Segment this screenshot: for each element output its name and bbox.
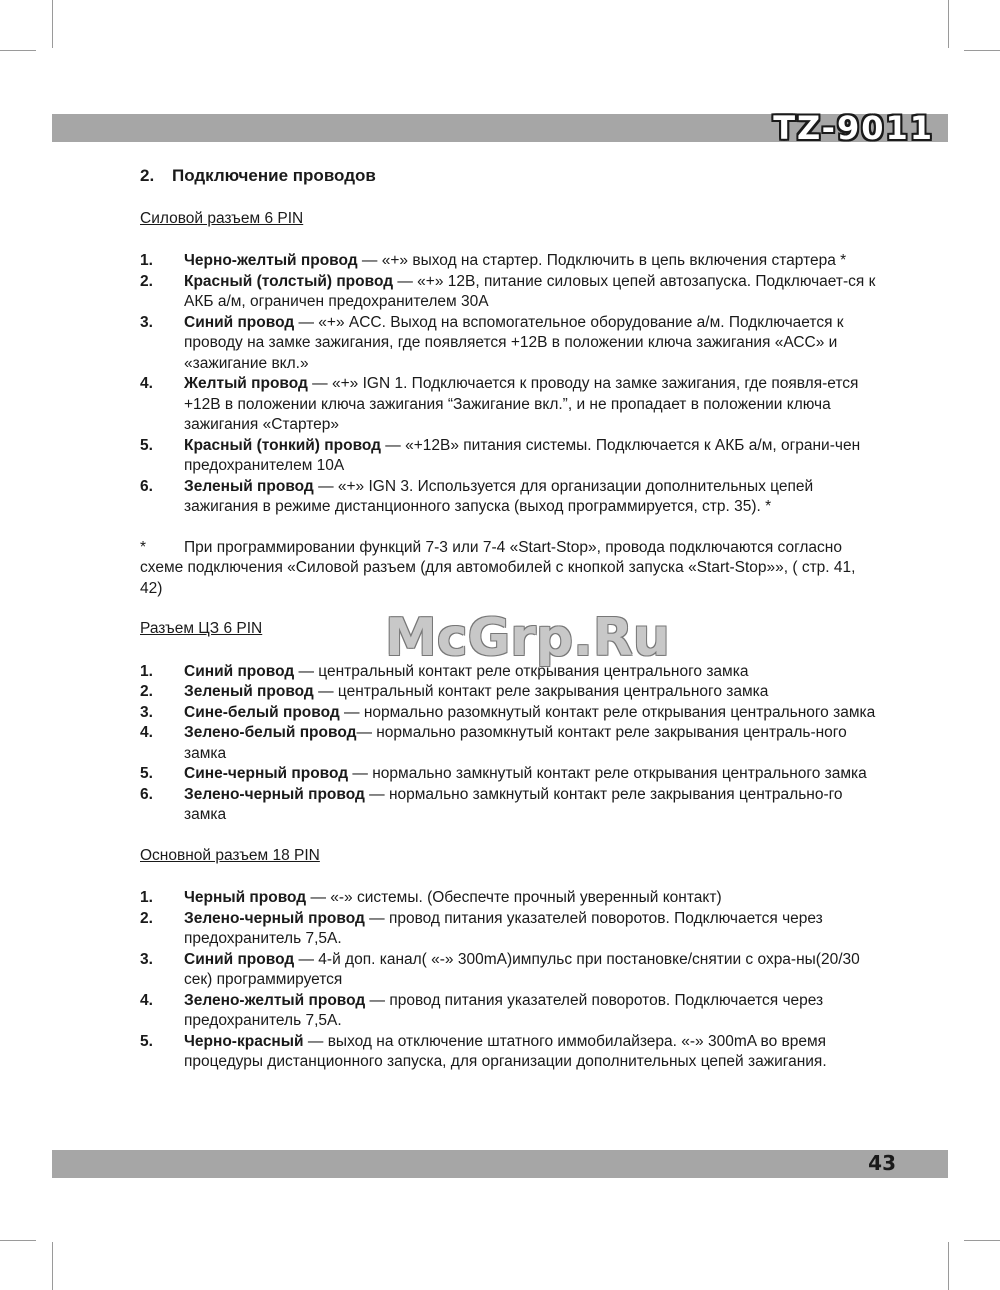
item-body <box>184 991 880 1032</box>
wire-name: Зелено-черный провод <box>184 909 365 927</box>
wire-description: — нормально разомкнутый контакт реле открывания центрального замка <box>339 703 876 721</box>
wire-name: Синий провод <box>184 662 295 680</box>
item-number: 4. <box>140 724 153 741</box>
crop-mark <box>948 1242 949 1290</box>
list-item <box>140 703 880 724</box>
section-title: Подключение проводов <box>172 166 376 185</box>
wire-name: Черный провод <box>184 889 307 906</box>
footnote <box>140 538 880 600</box>
wire-description: — «+» ACC. Выход на вспомогательное оборудование а/м. Подключается к проводу на замке зажигания, где появляется +12В в положении ключа зажигания «АСС» и «зажигание вкл.» <box>184 313 844 372</box>
wire-name: Сине-черный провод <box>184 765 349 782</box>
wire-description: — центральный контакт реле открывания центрального замка <box>294 662 749 680</box>
lock-connector-list <box>140 662 880 826</box>
list-item <box>140 313 880 375</box>
wire-name: Зеленый провод <box>184 477 314 495</box>
wire-name: Красный (толстый) провод <box>184 272 394 290</box>
item-body <box>184 1032 880 1073</box>
item-number: 1. <box>140 252 153 269</box>
list-item <box>140 909 880 950</box>
item-number: 2. <box>140 683 153 700</box>
wire-description: — «+» 12В, питание силовых цепей автозапуска. Подключает-ся к АКБ а/м, ограничен предохранителем 30А <box>184 272 876 310</box>
item-body <box>184 251 880 272</box>
item-body <box>184 764 880 785</box>
list-item <box>140 251 880 272</box>
list-item <box>140 991 880 1032</box>
footer-bar <box>52 1150 948 1178</box>
main-connector-list <box>140 888 880 1073</box>
watermark: McGrp.Ru <box>385 608 670 668</box>
wire-name: Зелено-черный провод <box>184 785 365 803</box>
footnote-mark: * <box>140 538 147 556</box>
item-number: 5. <box>140 1032 153 1050</box>
wire-description: — нормально замкнутый контакт реле закрывания центрально-го замка <box>184 785 843 823</box>
section-heading <box>140 166 880 187</box>
item-number: 4. <box>140 991 153 1009</box>
list-item <box>140 682 880 703</box>
wire-description: — провод питания указателей поворотов. Подключается через предохранитель 7,5А. <box>184 909 823 947</box>
item-number: 2. <box>140 272 153 290</box>
item-body <box>184 662 880 683</box>
crop-mark <box>0 1240 36 1241</box>
footnote-text: При программировании функций 7-3 или 7-4 «Start-Stop», провода подключаются согласно схеме подключения «Силовой разъем (для автомобилей с кнопкой запуска «Start-Stop»», ( стр. 41, 42) <box>140 538 856 597</box>
wire-name: Желтый провод <box>184 375 308 392</box>
item-number: 5. <box>140 765 153 782</box>
item-number: 2. <box>140 909 153 927</box>
item-body <box>184 313 880 375</box>
item-number: 6. <box>140 785 153 803</box>
wire-description: — выход на отключение штатного иммобилайзера. «-» 300mA во время процедуры дистанционного запуска, для организации дополнительных цепей зажигания. <box>184 1032 827 1070</box>
wire-description: — «-» системы. (Обеспечте прочный уверенный контакт) <box>306 889 722 906</box>
item-body <box>184 950 880 991</box>
crop-mark <box>964 1240 1000 1241</box>
item-body <box>184 477 880 518</box>
item-body <box>184 785 880 826</box>
wire-description: — 4-й доп. канал( «-» 300mA)импульс при постановке/снятии с охра-ны(20/30 сек) программируется <box>184 950 860 988</box>
list-item <box>140 374 880 436</box>
list-item <box>140 950 880 991</box>
wire-description: — «+» выход на стартер. Подключить в цепь включения стартера * <box>357 252 847 269</box>
item-number: 4. <box>140 375 153 392</box>
wire-description: — «+12В» питания системы. Подключается к АКБ а/м, ограни-чен предохранителем 10А <box>184 436 861 474</box>
wire-name: Красный (тонкий) провод <box>184 436 381 454</box>
wire-description: — провод питания указателей поворотов. Подключается через предохранитель 7,5А. <box>184 991 824 1029</box>
item-number: 1. <box>140 662 153 680</box>
list-item <box>140 436 880 477</box>
crop-mark <box>52 1242 53 1290</box>
page-content <box>140 166 880 1093</box>
wire-description: — нормально разомкнутый контакт реле закрывания централь-ного замка <box>184 724 847 762</box>
wire-name: Синий провод <box>184 313 295 331</box>
item-body <box>184 723 880 764</box>
item-body <box>184 888 880 909</box>
crop-mark <box>52 0 53 48</box>
wire-name: Зелено-желтый провод <box>184 991 366 1009</box>
wire-name: Черно-желтый провод <box>184 252 358 269</box>
wire-name: Черно-красный <box>184 1032 304 1050</box>
item-number: 3. <box>140 313 153 331</box>
model-title: TZ-9011 <box>773 109 934 147</box>
section-number: 2. <box>140 166 155 185</box>
item-body <box>184 436 880 477</box>
wire-description: — центральный контакт реле закрывания центрального замка <box>313 683 769 700</box>
list-item <box>140 477 880 518</box>
list-item <box>140 272 880 313</box>
wire-description: — нормально замкнутый контакт реле открывания центрального замка <box>348 765 867 782</box>
list-item <box>140 662 880 683</box>
wire-description: — «+» IGN 3. Используется для организации дополнительных цепей зажигания в режиме дистанционного запуска (выход программируется, стр. 35). * <box>184 477 814 515</box>
page-number: 43 <box>868 1151 896 1175</box>
item-body <box>184 909 880 950</box>
wire-name: Зеленый провод <box>184 683 314 700</box>
crop-mark <box>948 0 949 48</box>
item-number: 3. <box>140 950 153 968</box>
item-body <box>184 374 880 436</box>
crop-mark <box>964 50 1000 51</box>
wire-description: — «+» IGN 1. Подключается к проводу на замке зажигания, где появля-ется +12В в положении ключа зажигания “Зажигание вкл.”, и не пропадает в положении ключа зажигания «Стартер» <box>184 375 859 433</box>
wire-name: Зелено-белый провод <box>184 724 357 741</box>
item-number: 6. <box>140 477 153 495</box>
list-item <box>140 764 880 785</box>
power-connector-list <box>140 251 880 518</box>
list-item <box>140 785 880 826</box>
list-item <box>140 1032 880 1073</box>
item-body <box>184 703 880 724</box>
item-body <box>184 272 880 313</box>
wire-name: Сине-белый провод <box>184 703 340 721</box>
item-number: 1. <box>140 889 153 906</box>
power-connector-title: Силовой разъем 6 PIN <box>140 209 304 227</box>
wire-name: Синий провод <box>184 950 295 968</box>
main-connector-title: Основной разъем 18 PIN <box>140 846 320 864</box>
list-item <box>140 888 880 909</box>
item-body <box>184 682 880 703</box>
crop-mark <box>0 50 36 51</box>
list-item <box>140 723 880 764</box>
lock-connector-title: Разъем ЦЗ 6 PIN <box>140 620 263 637</box>
item-number: 5. <box>140 436 153 454</box>
item-number: 3. <box>140 703 153 721</box>
